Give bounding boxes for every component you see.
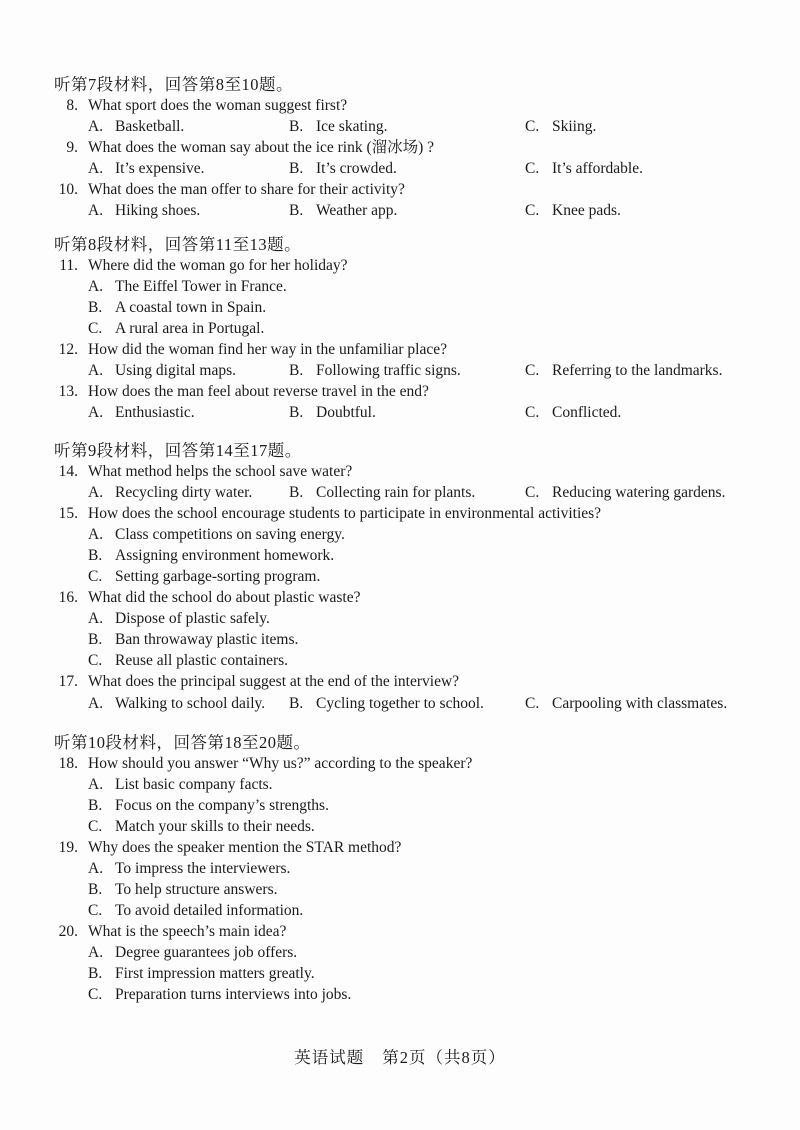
- option-text: Dispose of plastic safely.: [115, 610, 270, 627]
- option-text: Using digital maps.: [115, 362, 236, 379]
- option-line: [0, 318, 800, 339]
- question-number: 14.: [58, 463, 78, 480]
- option-line: [0, 524, 800, 545]
- question-number: 15.: [58, 505, 78, 522]
- option-text: Class competitions on saving energy.: [115, 526, 345, 543]
- option-label: A.: [88, 526, 104, 543]
- doc-title: 英语试题: [294, 1048, 365, 1067]
- options-line: [0, 402, 800, 423]
- option-b: [289, 360, 461, 381]
- option-text: A rural area in Portugal.: [115, 320, 265, 337]
- option-text: Conflicted.: [552, 404, 622, 421]
- option-label: B.: [88, 797, 103, 814]
- page-number: 第2页（共8页）: [382, 1048, 506, 1067]
- option-a: [88, 524, 345, 545]
- option-label: A.: [88, 118, 104, 135]
- option-b: [88, 297, 266, 318]
- option-text: It’s expensive.: [115, 160, 205, 177]
- option-line: [0, 650, 800, 671]
- option-c: [525, 402, 621, 423]
- option-text: Knee pads.: [552, 202, 621, 219]
- option-text: Ban throwaway plastic items.: [115, 631, 299, 648]
- option-label: A.: [88, 362, 104, 379]
- option-a: [88, 942, 297, 963]
- section-header: 听第7段材料，回答第8至10题。: [54, 75, 293, 94]
- question-text: How does the man feel about reverse travel in the end?: [88, 383, 429, 400]
- question-line: [0, 255, 800, 276]
- option-text: Reuse all plastic containers.: [115, 652, 289, 669]
- option-text: List basic company facts.: [115, 776, 273, 793]
- question-line: [0, 671, 800, 692]
- option-label: B.: [88, 881, 103, 898]
- option-label: A.: [88, 944, 104, 961]
- option-c: [88, 318, 264, 339]
- section-header: 听第8段材料，回答第11至13题。: [54, 235, 302, 254]
- option-a: [88, 402, 195, 423]
- option-c: [525, 693, 727, 714]
- option-text: Following traffic signs.: [316, 362, 461, 379]
- option-label: A.: [88, 695, 104, 712]
- question-text: How does the school encourage students to participate in environmental activities?: [88, 505, 602, 522]
- option-line: [0, 963, 800, 984]
- page-footer: [0, 1044, 800, 1068]
- option-text: Collecting rain for plants.: [316, 484, 476, 501]
- option-text: Walking to school daily.: [115, 695, 266, 712]
- question-number: 12.: [58, 341, 78, 358]
- option-label: C.: [88, 986, 103, 1003]
- option-line: [0, 879, 800, 900]
- option-line: [0, 608, 800, 629]
- option-label: C.: [88, 320, 103, 337]
- option-b: [88, 545, 334, 566]
- option-text: Referring to the landmarks.: [552, 362, 723, 379]
- option-line: [0, 858, 800, 879]
- question-number: 18.: [58, 755, 78, 772]
- option-label: B.: [289, 118, 304, 135]
- option-label: A.: [88, 776, 104, 793]
- question-text: What does the principal suggest at the end of the interview?: [88, 673, 460, 690]
- option-label: B.: [88, 631, 103, 648]
- option-b: [88, 963, 315, 984]
- option-a: [88, 858, 290, 879]
- option-line: [0, 297, 800, 318]
- option-text: Cycling together to school.: [316, 695, 484, 712]
- options-line: [0, 360, 800, 381]
- option-a: [88, 360, 236, 381]
- option-text: First impression matters greatly.: [115, 965, 315, 982]
- option-text: Skiing.: [552, 118, 597, 135]
- option-label: B.: [88, 965, 103, 982]
- option-label: B.: [289, 160, 304, 177]
- option-text: Assigning environment homework.: [115, 547, 335, 564]
- option-c: [525, 158, 643, 179]
- question-number: 9.: [66, 139, 78, 156]
- question-text: What method helps the school save water?: [88, 463, 353, 480]
- option-line: [0, 942, 800, 963]
- option-label: A.: [88, 202, 104, 219]
- option-label: B.: [88, 547, 103, 564]
- option-label: B.: [289, 695, 304, 712]
- option-text: Degree guarantees job offers.: [115, 944, 298, 961]
- option-label: A.: [88, 160, 104, 177]
- option-text: Doubtful.: [316, 404, 376, 421]
- option-label: B.: [289, 404, 304, 421]
- question-text: What is the speech’s main idea?: [88, 923, 287, 940]
- option-b: [289, 693, 484, 714]
- option-text: Preparation turns interviews into jobs.: [115, 986, 352, 1003]
- option-text: Reducing watering gardens.: [552, 484, 726, 501]
- option-label: C.: [525, 160, 540, 177]
- option-label: A.: [88, 860, 104, 877]
- options-line: [0, 693, 800, 714]
- option-text: Carpooling with classmates.: [552, 695, 728, 712]
- option-line: [0, 276, 800, 297]
- question-line: [0, 921, 800, 942]
- question-line: [0, 753, 800, 774]
- question-text: What sport does the woman suggest first?: [88, 97, 348, 114]
- option-a: [88, 158, 205, 179]
- option-line: [0, 816, 800, 837]
- question-number: 13.: [58, 383, 78, 400]
- option-a: [88, 200, 200, 221]
- question-text: What did the school do about plastic waste?: [88, 589, 361, 606]
- question-number: 8.: [66, 97, 78, 114]
- option-line: [0, 984, 800, 1005]
- option-text: Setting garbage-sorting program.: [115, 568, 321, 585]
- option-text: Enthusiastic.: [115, 404, 195, 421]
- options-line: [0, 200, 800, 221]
- option-label: C.: [525, 362, 540, 379]
- option-text: Hiking shoes.: [115, 202, 201, 219]
- option-a: [88, 276, 287, 297]
- option-c: [525, 482, 725, 503]
- option-label: B.: [289, 202, 304, 219]
- question-line: [0, 461, 800, 482]
- option-label: C.: [525, 695, 540, 712]
- option-text: It’s crowded.: [316, 160, 397, 177]
- question-line: [0, 503, 800, 524]
- options-line: [0, 116, 800, 137]
- option-text: To avoid detailed information.: [115, 902, 304, 919]
- option-line: [0, 900, 800, 921]
- option-c: [525, 116, 596, 137]
- option-text: Weather app.: [316, 202, 398, 219]
- option-b: [289, 116, 387, 137]
- question-text: What does the man offer to share for their activity?: [88, 181, 405, 198]
- option-label: A.: [88, 278, 104, 295]
- option-line: [0, 545, 800, 566]
- option-c: [88, 900, 303, 921]
- question-text: Why does the speaker mention the STAR method?: [88, 839, 402, 856]
- question-number: 17.: [58, 673, 78, 690]
- option-text: Recycling dirty water.: [115, 484, 253, 501]
- option-label: B.: [88, 299, 103, 316]
- question-text: What does the woman say about the ice rink (溜冰场) ?: [88, 139, 435, 156]
- option-label: C.: [88, 568, 103, 585]
- option-b: [88, 629, 298, 650]
- options-line: [0, 158, 800, 179]
- option-b: [289, 402, 376, 423]
- option-b: [289, 158, 397, 179]
- option-c: [88, 566, 320, 587]
- question-line: [0, 179, 800, 200]
- section-header: 听第10段材料，回答第18至20题。: [54, 733, 311, 752]
- question-text: How should you answer “Why us?” according to the speaker?: [88, 755, 473, 772]
- option-text: Match your skills to their needs.: [115, 818, 315, 835]
- option-label: C.: [525, 118, 540, 135]
- option-b: [88, 795, 329, 816]
- option-text: Basketball.: [115, 118, 185, 135]
- option-text: To help structure answers.: [115, 881, 278, 898]
- question-number: 10.: [58, 181, 78, 198]
- question-number: 16.: [58, 589, 78, 606]
- option-label: A.: [88, 610, 104, 627]
- option-label: C.: [88, 818, 103, 835]
- question-line: [0, 137, 800, 158]
- option-b: [289, 200, 397, 221]
- option-a: [88, 693, 265, 714]
- option-c: [525, 200, 621, 221]
- option-label: B.: [289, 484, 304, 501]
- option-a: [88, 482, 252, 503]
- option-line: [0, 629, 800, 650]
- option-a: [88, 774, 273, 795]
- question-number: 20.: [58, 923, 78, 940]
- option-c: [88, 984, 351, 1005]
- option-label: C.: [525, 484, 540, 501]
- question-line: [0, 381, 800, 402]
- option-text: The Eiffel Tower in France.: [115, 278, 287, 295]
- option-line: [0, 566, 800, 587]
- option-text: Ice skating.: [316, 118, 388, 135]
- option-b: [88, 879, 277, 900]
- section-header: 听第9段材料，回答第14至17题。: [54, 441, 302, 460]
- question-text: How did the woman find her way in the unfamiliar place?: [88, 341, 447, 358]
- option-line: [0, 795, 800, 816]
- option-c: [525, 360, 722, 381]
- option-label: A.: [88, 404, 104, 421]
- option-label: C.: [88, 652, 103, 669]
- option-line: [0, 774, 800, 795]
- question-number: 19.: [58, 839, 78, 856]
- options-line: [0, 482, 800, 503]
- option-a: [88, 608, 270, 629]
- question-number: 11.: [59, 257, 78, 274]
- question-line: [0, 95, 800, 116]
- question-line: [0, 837, 800, 858]
- option-label: C.: [525, 202, 540, 219]
- question-line: [0, 587, 800, 608]
- option-c: [88, 816, 315, 837]
- option-text: Focus on the company’s strengths.: [115, 797, 329, 814]
- option-text: To impress the interviewers.: [115, 860, 291, 877]
- option-label: B.: [289, 362, 304, 379]
- option-text: A coastal town in Spain.: [115, 299, 267, 316]
- question-text: Where did the woman go for her holiday?: [88, 257, 348, 274]
- option-label: C.: [88, 902, 103, 919]
- option-b: [289, 482, 475, 503]
- option-label: A.: [88, 484, 104, 501]
- option-text: It’s affordable.: [552, 160, 643, 177]
- question-line: [0, 339, 800, 360]
- option-label: C.: [525, 404, 540, 421]
- option-a: [88, 116, 184, 137]
- option-c: [88, 650, 288, 671]
